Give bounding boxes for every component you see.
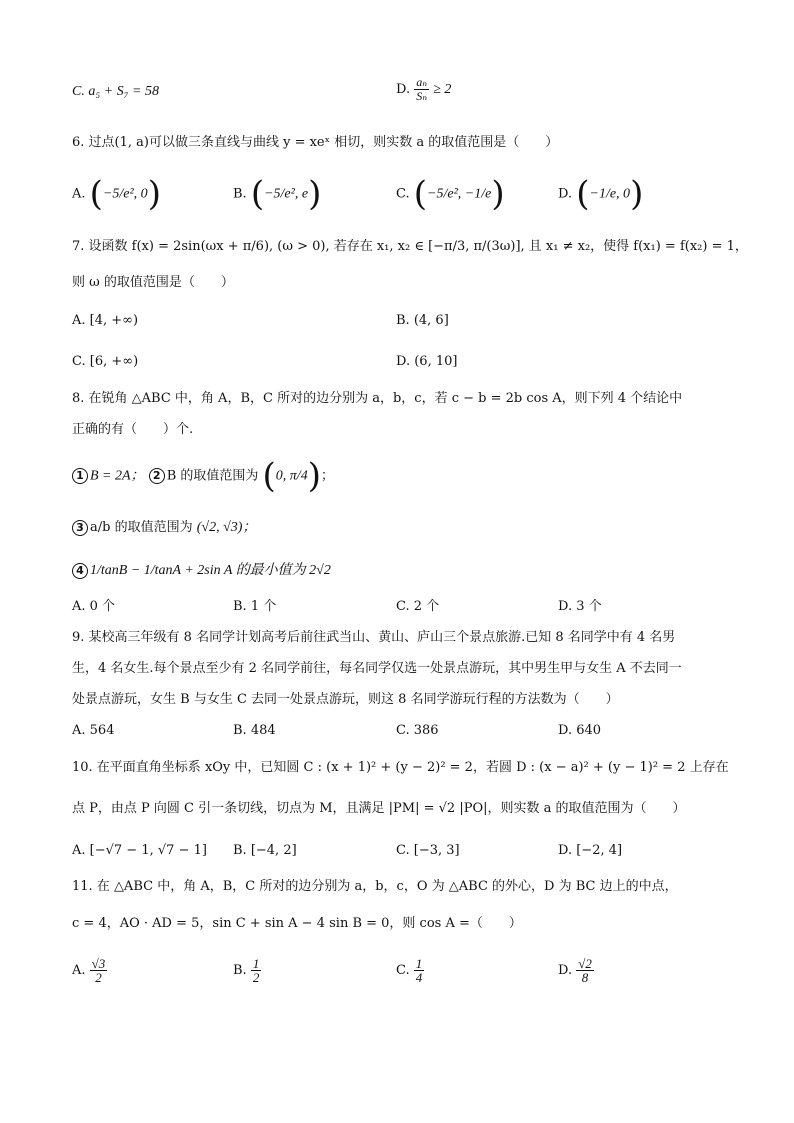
q7-option-a: A. [4, +∞) bbox=[72, 313, 139, 328]
q6-option-c: C. (−5/e², −1/e) bbox=[396, 174, 505, 214]
q10-option-a: A. [−√7 − 1, √7 − 1] bbox=[72, 843, 207, 858]
q11-option-d: D. $\frac{√2}{8}$ bbox=[558, 956, 592, 985]
q11-stem-2: c = 4，AO · AD = 5，sin C + sin A − 4 sin B = 0，则 cos A =（ ） bbox=[72, 916, 522, 931]
q6-option-a: A. (−5/e², 0) bbox=[72, 174, 161, 214]
circled-1-icon: 1 bbox=[72, 468, 88, 484]
q8-option-b: B. 1 个 bbox=[233, 599, 277, 614]
q8-stem-2: 正确的有（ ）个. bbox=[72, 422, 194, 437]
q9-option-b: B. 484 bbox=[233, 723, 276, 738]
circled-2-icon: 2 bbox=[149, 468, 165, 484]
q6-option-d: D. (−1/e, 0) bbox=[558, 174, 644, 214]
q9-option-a: A. 564 bbox=[72, 723, 115, 738]
circled-3-icon: 3 bbox=[72, 520, 88, 536]
q9-option-d: D. 640 bbox=[558, 723, 602, 738]
q9-stem-1: 9. 某校高三年级有 8 名同学计划高考后前往武当山、黄山、庐山三个景点旅游.已知 8 名同学中有 4 名男 bbox=[72, 630, 676, 645]
q6-stem: 6. 过点(1, a)可以做三条直线与曲线 y = xeˣ 相切，则实数 a 的取值范围是（ ） bbox=[72, 135, 559, 150]
q11-option-a: A. $\frac{√3}{2}$ bbox=[72, 956, 106, 985]
q7-option-b: B. (4, 6] bbox=[396, 313, 449, 328]
q7-option-d: D. (6, 10] bbox=[396, 354, 458, 369]
q5-option-c: C. a₅ + S₇ = 58 bbox=[72, 84, 159, 99]
q8-conclusion-3: 3 a/b 的取值范围为 (√2, √3)； bbox=[72, 518, 256, 538]
q7-stem-2: 则 ω 的取值范围是（ ） bbox=[72, 275, 234, 290]
q8-option-a: A. 0 个 bbox=[72, 599, 116, 614]
q8-conclusion-4: 4 1/tanB − 1/tanA + 2sin A 的最小值为 2√2 bbox=[72, 561, 331, 581]
q10-stem-2: 点 P，由点 P 向圆 C 引一条切线，切点为 M，且满足 |PM| = √2 |PO|，则实数 a 的取值范围为（ ） bbox=[72, 801, 686, 816]
q7-stem-1: 7. 设函数 f(x) = 2sin(ωx + π/6), (ω > 0), 若存在 x₁, x₂ ∈ [−π/3, π/(3ω)], 且 x₁ ≠ x₂，使得 f(x₁) = f(x₂) = 1， bbox=[72, 239, 748, 254]
q10-option-c: C. [−3, 3] bbox=[396, 843, 460, 858]
q8-option-d: D. 3 个 bbox=[558, 599, 602, 614]
q11-option-b: B. $\frac{1}{2}$ bbox=[233, 956, 260, 985]
q8-conclusions-1-2: 1 B = 2A； 2 B 的取值范围为 (0, π/4)； bbox=[72, 466, 334, 487]
q6-option-b: B. (−5/e², e) bbox=[233, 174, 322, 214]
q10-stem-1: 10. 在平面直角坐标系 xOy 中，已知圆 C : (x + 1)² + (y − 2)² = 2，若圆 D : (x − a)² + (y − 1)² = 2 上存在 bbox=[72, 760, 729, 775]
q9-option-c: C. 386 bbox=[396, 723, 439, 738]
q8-option-c: C. 2 个 bbox=[396, 599, 440, 614]
q10-option-d: D. [−2, 4] bbox=[558, 843, 623, 858]
q11-option-c: C. $\frac{1}{4}$ bbox=[396, 956, 423, 985]
q7-option-c: C. [6, +∞) bbox=[72, 354, 139, 369]
q9-stem-3: 处景点游玩，女生 B 与女生 C 去同一处景点游玩，则这 8 名同学游玩行程的方法数为（ ） bbox=[72, 692, 619, 707]
q5-option-d: D. $\frac{\text{aₙ}}{\text{Sₙ}}$ ≥ 2 bbox=[396, 75, 452, 103]
q9-stem-2: 生，4 名女生.每个景点至少有 2 名同学前往，每名同学仅选一处景点游玩，其中男生甲与女生 A 不去同一 bbox=[72, 661, 682, 676]
circled-4-icon: 4 bbox=[72, 563, 88, 579]
q8-stem-1: 8. 在锐角 △ABC 中，角 A，B，C 所对的边分别为 a，b，c，若 c − b = 2b cos A，则下列 4 个结论中 bbox=[72, 391, 683, 406]
q10-option-b: B. [−4, 2] bbox=[233, 843, 297, 858]
q11-stem-1: 11. 在 △ABC 中，角 A，B，C 所对的边分别为 a，b，c，O 为 △ABC 的外心，D 为 BC 边上的中点， bbox=[72, 879, 678, 894]
